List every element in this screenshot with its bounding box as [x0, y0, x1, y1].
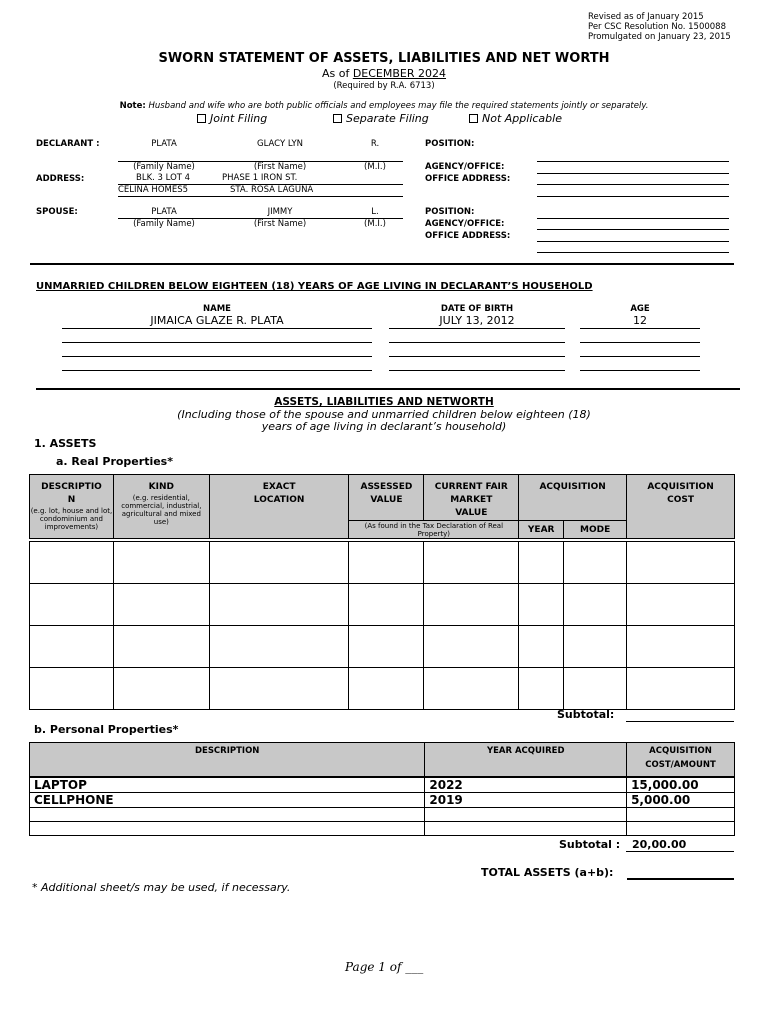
col-fair-market-value: CURRENT FAIR MARKET VALUE [424, 475, 519, 521]
personal-desc-laptop: LAPTOP [30, 777, 425, 793]
col-acquisition: ACQUISITION [519, 475, 627, 521]
personal-cost-cellphone: 5,000.00 [627, 792, 735, 807]
col-mode: MODE [564, 521, 627, 539]
col-description: DESCRIPTION [30, 743, 425, 777]
filing-option-joint[interactable]: Joint Filing [197, 112, 267, 125]
children-col-name: NAME [203, 304, 231, 314]
assets-subtitle-1: (Including those of the spouse and unmarried children below eighteen (18) [177, 408, 591, 421]
spouse-mi: L. [371, 207, 379, 217]
personal-properties-heading: b. Personal Properties* [34, 723, 179, 736]
declarant-mi: R. [370, 139, 380, 149]
col-acquisition-cost: ACQUISITION COST [627, 475, 735, 539]
table-row[interactable] [30, 792, 735, 807]
total-assets-field[interactable] [627, 878, 734, 880]
address-line-1b: PHASE 1 IRON ST. [222, 173, 298, 183]
total-assets-label: TOTAL ASSETS (a+b): [481, 866, 614, 879]
children-col-dob: DATE OF BIRTH [440, 304, 514, 314]
address-label: ADDRESS: [36, 174, 85, 184]
table-row[interactable] [30, 626, 735, 668]
declarant-label: DECLARANT : [36, 139, 100, 149]
address-line-2b: STA. ROSA LAGUNA [230, 185, 314, 195]
col-location: EXACT LOCATION [209, 475, 349, 539]
address-line-1a: BLK. 3 LOT 4 [136, 173, 191, 183]
personal-desc-cellphone: CELLPHONE [30, 792, 425, 807]
table-row[interactable] [30, 668, 735, 710]
children-title: UNMARRIED CHILDREN BELOW EIGHTEEN (18) YEARS OF AGE LIVING IN DECLARANT’S HOUSEHOLD [36, 281, 593, 292]
table-row[interactable] [30, 584, 735, 626]
child-name: JIMAICA GLAZE R. PLATA [150, 314, 284, 327]
page-number: Page 1 of ___ [345, 960, 424, 974]
child-age: 12 [633, 314, 647, 327]
personal-subtotal-label: Subtotal : [559, 838, 621, 851]
assets-subtitle-2: years of age living in declarant’s household) [261, 420, 507, 433]
real-properties-table [29, 474, 735, 710]
personal-cost-laptop: 15,000.00 [627, 777, 735, 793]
personal-year-cellphone: 2019 [425, 792, 627, 807]
real-subtotal-label: Subtotal: [557, 708, 615, 721]
assets-heading: 1. ASSETS [34, 437, 97, 450]
checkbox-icon[interactable] [469, 114, 478, 123]
address-line-2a: CELINA HOMES5 [118, 185, 189, 195]
checkbox-icon[interactable] [333, 114, 342, 123]
table-row[interactable] [30, 807, 735, 821]
declarant-first-name: GLACY LYN [256, 139, 304, 149]
spouse-agency-label: AGENCY/OFFICE: [425, 219, 505, 229]
tax-declaration-note: (As found in the Tax Declaration of Real Property) [349, 521, 519, 539]
revision-note: Revised as of January 2015 Per CSC Resolution No. 1500088 Promulgated on January 23, 2015 [588, 12, 731, 42]
col-year-acquired: YEAR ACQUIRED [425, 743, 627, 777]
personal-subtotal-value: 20,00.00 [632, 838, 687, 851]
col-description: DESCRIPTIO N (e.g. lot, house and lot, condominium and improvements) [30, 475, 114, 539]
declarant-office-label: OFFICE ADDRESS: [425, 174, 511, 184]
children-col-age: AGE [630, 304, 650, 314]
personal-properties-table [29, 742, 735, 836]
table-row[interactable] [30, 821, 735, 835]
child-dob: JULY 13, 2012 [439, 314, 515, 327]
as-of-line: As of DECEMBER 2024 [321, 67, 447, 80]
declarant-agency-label: AGENCY/OFFICE: [425, 162, 505, 172]
col-year: YEAR [519, 521, 564, 539]
declarant-position-label: POSITION: [425, 139, 475, 149]
col-kind: KIND (e.g. residential, commercial, industrial, agricultural and mixed use) [113, 475, 209, 539]
table-row[interactable] [30, 542, 735, 584]
spouse-first-name: JIMMY [267, 207, 293, 217]
page-title: SWORN STATEMENT OF ASSETS, LIABILITIES AND NET WORTH [158, 51, 610, 66]
filing-note: Note: Husband and wife who are both public officials and employees may file the required statements jointly or separately. [119, 101, 649, 111]
declarant-family-name: PLATA [151, 139, 177, 149]
filing-option-na[interactable]: Not Applicable [469, 112, 562, 125]
real-properties-heading: a. Real Properties* [56, 455, 173, 468]
required-by: (Required by R.A. 6713) [333, 81, 435, 91]
table-row[interactable] [30, 777, 735, 793]
col-assessed-value: ASSESSED VALUE [349, 475, 424, 521]
filing-option-separate[interactable]: Separate Filing [333, 112, 429, 125]
additional-sheets-note: * Additional sheet/s may be used, if necessary. [32, 881, 291, 894]
personal-year-laptop: 2022 [425, 777, 627, 793]
spouse-office-label: OFFICE ADDRESS: [425, 231, 511, 241]
spouse-label: SPOUSE: [36, 207, 78, 217]
assets-section-title: ASSETS, LIABILITIES AND NETWORTH [274, 396, 494, 408]
col-acquisition-cost: ACQUISITION COST/AMOUNT [627, 743, 735, 777]
spouse-position-label: POSITION: [425, 207, 475, 217]
spouse-family-name: PLATA [151, 207, 177, 217]
checkbox-icon[interactable] [197, 114, 206, 123]
as-of-date: DECEMBER 2024 [352, 67, 447, 80]
